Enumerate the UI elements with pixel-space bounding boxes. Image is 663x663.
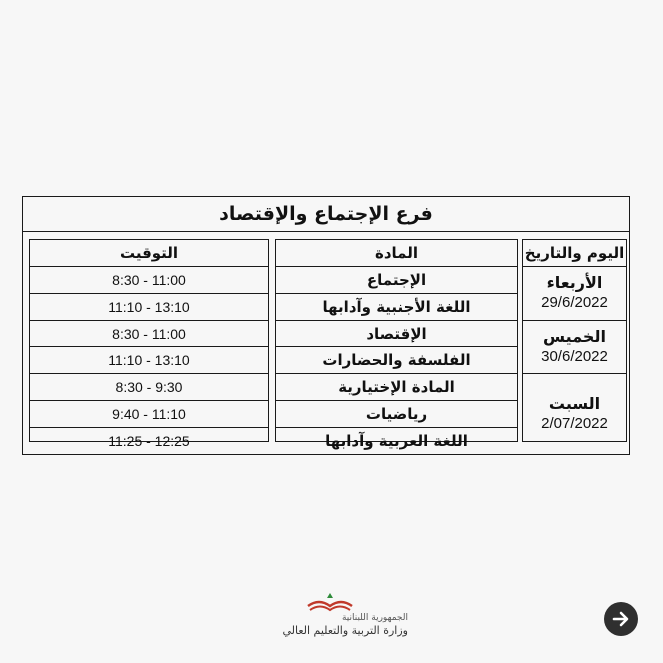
day-date: 2/07/2022 <box>541 415 608 433</box>
day-name: الأربعاء <box>546 273 603 293</box>
subject-cell: الفلسفة والحضارات <box>276 347 517 374</box>
day-column <box>522 239 627 442</box>
time-cell: 8:30 - 11:00 <box>30 267 268 294</box>
day-date: 30/6/2022 <box>541 347 608 365</box>
subject-cell: اللغة العربية وآدابها <box>325 431 468 450</box>
exam-schedule-table <box>22 196 630 455</box>
day-cell <box>523 374 626 454</box>
subject-cell: رياضيات <box>276 401 517 428</box>
subject-cell: المادة الإختيارية <box>276 374 517 401</box>
republic-label: الجمهورية اللبنانية <box>341 613 408 623</box>
day-cell <box>523 267 626 321</box>
subject-header: المادة <box>276 240 517 267</box>
time-cell: 11:25 - 12:25 <box>108 432 190 449</box>
time-cell: 9:40 - 11:10 <box>30 401 268 428</box>
subject-cell: اللغة الأجنبية وآدابها <box>276 294 517 321</box>
time-column <box>29 239 269 449</box>
arrow-right-icon <box>611 609 631 629</box>
day-date: 29/6/2022 <box>541 294 608 312</box>
subject-cell: الإقتصاد <box>276 321 517 348</box>
subject-column <box>275 239 518 450</box>
day-name: الخميس <box>543 326 606 346</box>
time-header: التوقيت <box>30 240 268 267</box>
next-button[interactable] <box>604 602 638 636</box>
time-cell: 11:10 - 13:10 <box>30 347 268 374</box>
ministry-label: وزارة التربية والتعليم العالي <box>282 624 408 637</box>
time-cell: 8:30 - 9:30 <box>30 374 268 401</box>
day-header: اليوم والتاريخ <box>523 240 626 267</box>
subject-cell: الإجتماع <box>276 267 517 294</box>
table-title: فرع الإجتماع والإقتصاد <box>23 197 629 232</box>
day-name: السبت <box>548 394 601 414</box>
ministry-footer <box>240 612 408 638</box>
time-cell: 8:30 - 11:00 <box>30 321 268 348</box>
time-cell: 11:10 - 13:10 <box>30 294 268 321</box>
day-cell <box>523 321 626 375</box>
